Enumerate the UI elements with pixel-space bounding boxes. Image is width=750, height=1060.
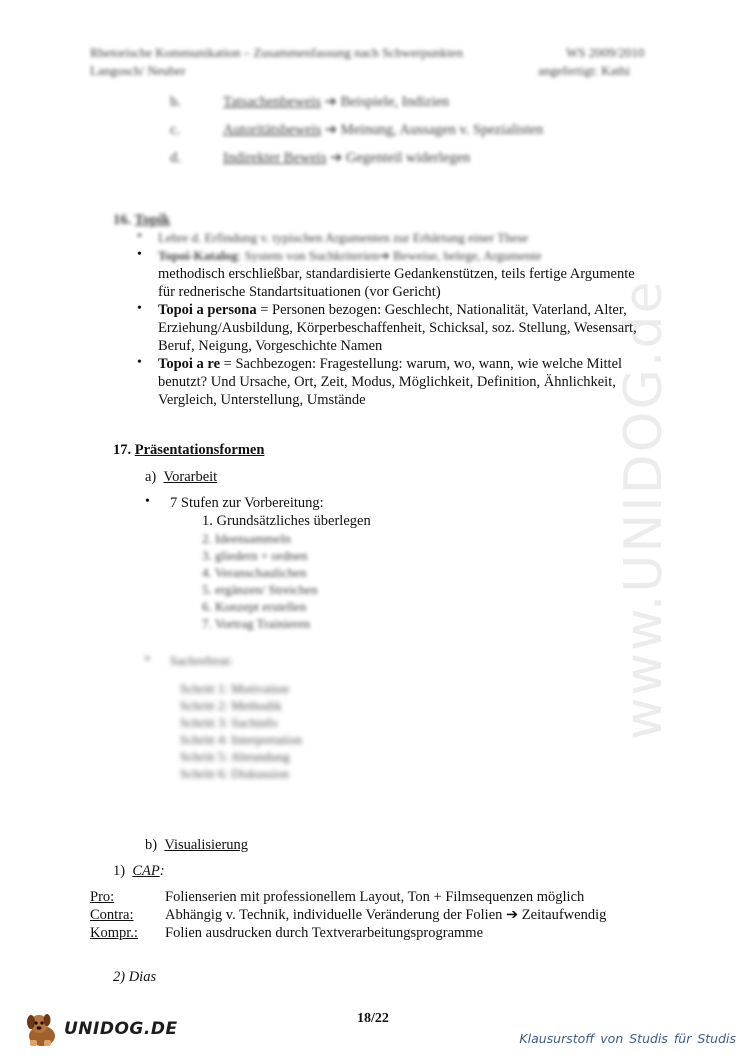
topoi-persona-line-2: Erziehung/Ausbildung, Körperbeschaffenheit, Schicksal, soz. Stellung, Wesensart, <box>158 320 637 336</box>
header-title: Rhetorische Kommunikation – Zusammenfassung nach Schwerpunkten <box>90 45 463 60</box>
topoi-katalog-text-2: methodisch erschließbar, standardisierte Gedankenstützen, teils fertige Argumente <box>158 266 635 282</box>
topoi-persona-line-1: Topoi a persona = Personen bezogen: Geschlecht, Nationalität, Vaterland, Alter, <box>158 302 627 318</box>
topoi-katalog-text-3: für rednerische Standartsituationen (vor Gericht) <box>158 284 441 300</box>
topoi-re-line-3: Vergleich, Unterstellung, Umstände <box>158 392 366 408</box>
subsection-a: a) Vorarbeit <box>145 469 218 485</box>
stufe-item: 1. Grundsätzliches überlegen <box>202 513 371 529</box>
schritt-item: Schritt 4: Interpretation <box>180 732 303 747</box>
topoi-re-line-2: benutzt? Und Ursache, Ort, Zeit, Modus, Möglichkeit, Definition, Ähnlichkeit, <box>158 374 616 390</box>
bullet: • <box>137 229 142 244</box>
schritt-item: Schritt 6: Diskussion <box>180 766 290 781</box>
stufe-item: 6. Konzept erstellen <box>202 599 307 614</box>
kompr-text: Folien ausdrucken durch Textverarbeitungsprogramme <box>165 925 484 941</box>
stufe-item: 5. ergänzen/ Streichen <box>202 582 318 597</box>
list-item: c. Autoritätsbeweis ➔ Meinung, Aussagen v. Spezialisten <box>170 122 544 138</box>
subsection-b: b) Visualisierung <box>145 837 249 853</box>
schritt-item: Schritt 3: Sachinfo <box>180 715 278 730</box>
stufe-item: 3. gliedern + ordnen <box>202 548 308 563</box>
unidog-logo: UNIDOG.DE <box>22 1010 162 1050</box>
topoi-persona-line-3: Beruf, Neigung, Vorgeschichte Namen <box>158 338 383 354</box>
header-semester: WS 2009/2010 <box>566 45 645 60</box>
list-item: d. Indirekter Beweis ➔ Gegenteil widerlegen <box>170 150 471 166</box>
bullet: • <box>145 652 150 667</box>
section-16-heading: 16. Topik <box>113 212 171 228</box>
stufe-item: 4. Veranschaulichen <box>202 565 307 580</box>
dog-icon <box>22 1010 66 1050</box>
pro-text: Folienserien mit professionellem Layout, Ton + Filmsequenzen möglich <box>165 889 585 905</box>
list-item: b. Tatsachenbeweis ➔ Beispiele, Indizien <box>170 94 450 110</box>
bullet: • <box>145 494 150 509</box>
schritt-item: Schritt 2: Methodik <box>180 698 282 713</box>
schritt-item: Schritt 5: Abrundung <box>180 749 290 764</box>
stufe-item: 2. Ideensammeln <box>202 531 291 546</box>
kompr-label: Kompr.: <box>90 925 138 941</box>
bullet: • <box>137 247 142 262</box>
watermark-text: www.UNIDOG.de <box>614 279 674 740</box>
contra-text: Abhängig v. Technik, individuelle Veränderung der Folien ➔ Zeitaufwendig <box>165 907 607 923</box>
section-17-heading: 17. Präsentationsformen <box>113 442 265 458</box>
topoi-katalog-line: Topoi-Katalog: System von Suchkriterien➔ Beweise, belege, Argumente <box>158 248 542 263</box>
header-authors: Langosch/ Neuber <box>90 63 186 78</box>
stufen-title: 7 Stufen zur Vorbereitung: <box>170 495 324 511</box>
topik-definition: Lehre d. Erfindung v. typischen Argumenten zur Erhärtung einer These <box>158 230 529 245</box>
pro-label: Pro: <box>90 889 115 905</box>
sachreferat-title: Sachreferat: <box>170 653 233 668</box>
footer-slogan: Klausurstoff von Studis für Studis <box>519 1031 736 1046</box>
topoi-re-line-1: Topoi a re = Sachbezogen: Fragestellung: warum, wo, wann, wie welche Mittel <box>158 356 623 372</box>
bullet: • <box>137 355 142 370</box>
contra-label: Contra: <box>90 907 134 923</box>
bullet: • <box>137 301 142 316</box>
page-number: 18/22 <box>357 1011 389 1026</box>
stufe-item: 7. Vortrag Trainieren <box>202 616 311 631</box>
dias-heading: 2) Dias <box>113 969 157 985</box>
header-author-credit: angefertigt: Kathi <box>538 63 631 78</box>
cap-heading: 1) CAP: <box>113 863 165 879</box>
schritt-item: Schritt 1: Motivation <box>180 681 290 696</box>
arrow-icon: ➔ <box>506 907 519 923</box>
